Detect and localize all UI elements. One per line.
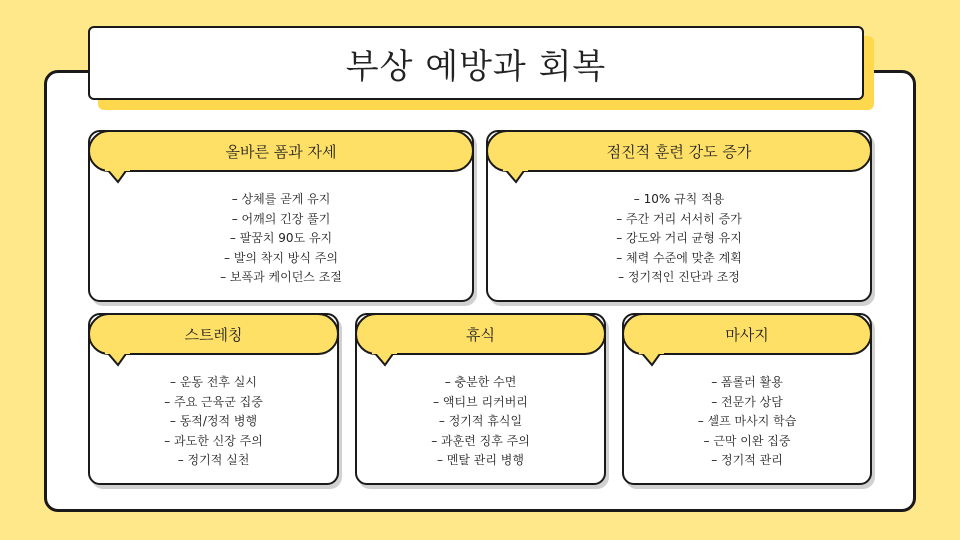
speech-tail bbox=[502, 168, 528, 186]
list-item: – 정기적 휴식일 bbox=[357, 412, 604, 432]
list-item: – 발의 착지 방식 주의 bbox=[90, 249, 472, 269]
list-item: – 팔꿈치 90도 유지 bbox=[90, 229, 472, 249]
list-item: – 상체를 곧게 유지 bbox=[90, 190, 472, 210]
list-item: – 과훈련 징후 주의 bbox=[357, 432, 604, 452]
list-item: – 액티브 리커버리 bbox=[357, 393, 604, 413]
list-item: – 근막 이완 집중 bbox=[624, 432, 870, 452]
list-item: – 셀프 마사지 학습 bbox=[624, 412, 870, 432]
list-item: – 동적/정적 병행 bbox=[90, 412, 337, 432]
card-list bbox=[90, 373, 337, 471]
speech-tail bbox=[638, 351, 664, 369]
speech-tail bbox=[104, 351, 130, 369]
card-progressive-training bbox=[486, 130, 872, 302]
list-item: – 주요 근육군 집중 bbox=[90, 393, 337, 413]
card-stretching bbox=[88, 313, 339, 485]
list-item: – 정기적 실천 bbox=[90, 451, 337, 471]
card-header: 점진적 훈련 강도 증가 bbox=[486, 130, 872, 172]
list-item: – 과도한 신장 주의 bbox=[90, 432, 337, 452]
card-list bbox=[357, 373, 604, 471]
card-proper-form bbox=[88, 130, 474, 302]
speech-tail bbox=[104, 168, 130, 186]
list-item: – 보폭과 케이던스 조절 bbox=[90, 268, 472, 288]
card-header: 휴식 bbox=[355, 313, 606, 355]
list-item: – 운동 전후 실시 bbox=[90, 373, 337, 393]
list-item: – 10% 규칙 적용 bbox=[488, 190, 870, 210]
list-item: – 주간 거리 서서히 증가 bbox=[488, 210, 870, 230]
list-item: – 정기적 관리 bbox=[624, 451, 870, 471]
card-header: 올바른 폼과 자세 bbox=[88, 130, 474, 172]
card-list bbox=[624, 373, 870, 471]
card-header: 마사지 bbox=[622, 313, 872, 355]
card-rest bbox=[355, 313, 606, 485]
speech-tail bbox=[371, 351, 397, 369]
list-item: – 충분한 수면 bbox=[357, 373, 604, 393]
list-item: – 어깨의 긴장 풀기 bbox=[90, 210, 472, 230]
list-item: – 폼롤러 활용 bbox=[624, 373, 870, 393]
card-massage bbox=[622, 313, 872, 485]
page-title: 부상 예방과 회복 bbox=[345, 46, 607, 87]
list-item: – 강도와 거리 균형 유지 bbox=[488, 229, 870, 249]
card-list bbox=[90, 190, 472, 288]
list-item: – 멘탈 관리 병행 bbox=[357, 451, 604, 471]
list-item: – 체력 수준에 맞춘 계획 bbox=[488, 249, 870, 269]
card-header: 스트레칭 bbox=[88, 313, 339, 355]
list-item: – 정기적인 진단과 조정 bbox=[488, 268, 870, 288]
card-list bbox=[488, 190, 870, 288]
list-item: – 전문가 상담 bbox=[624, 393, 870, 413]
title-box bbox=[88, 26, 864, 100]
